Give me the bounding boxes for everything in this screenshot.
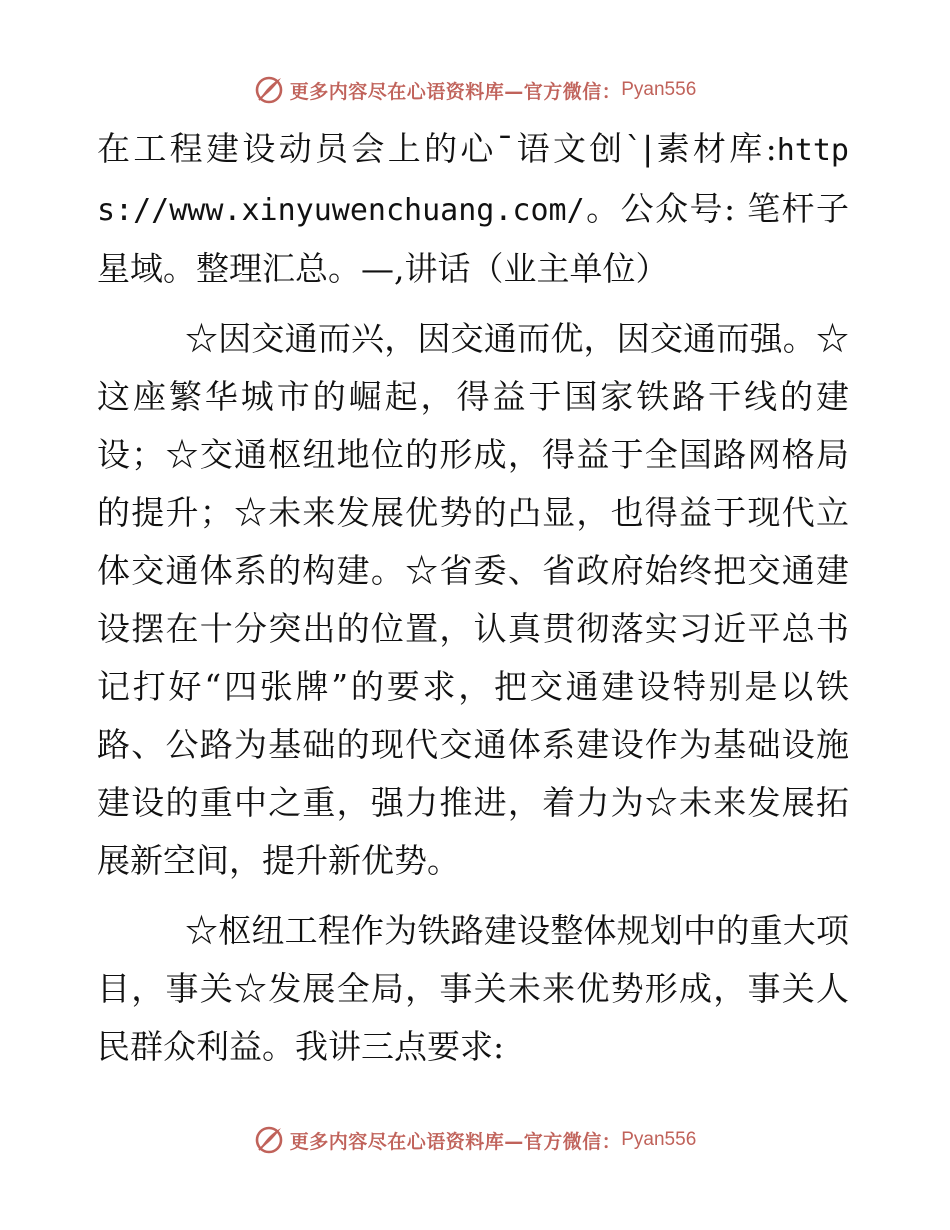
footer-watermark-text: 更多内容尽在心语资料库—官方微信： (289, 1130, 622, 1153)
footer-watermark-banner (0, 1120, 950, 1160)
paragraph-1: ☆因交通而兴，因交通而优，因交通而强。☆这座繁华城市的崛起，得益于国家铁路干线的建设；☆交通枢纽地位的形成，得益于全国路网格局的提升；☆未来发展优势的凸显，也得益于现代立体交通体系的构建。☆省委、省政府始终把交通建设摆在十分突出的位置，认真贯彻落实习近平总书记打好“四张牌”的要求，把交通建设特别是以铁路、公路为基础的现代交通体系建设作为基础设施建设的重中之重，强力推进，着力为☆未来发展拓展新空间，提升新优势。 (97, 319, 849, 880)
header-watermark-contact: Pyan556 (621, 79, 697, 100)
document-title (97, 120, 849, 298)
footer-watermark-contact: Pyan556 (621, 1129, 697, 1150)
paragraph-2: ☆枢纽工程作为铁路建设整体规划中的重大项目，事关☆发展全局，事关未来优势形成，事关人民群众利益。我讲三点要求: (97, 911, 849, 1066)
header-watermark-text: 更多内容尽在心语资料库—官方微信： (289, 80, 622, 103)
document-body (97, 120, 849, 1076)
title-text-b: 。公众号: 笔杆子星域。整理汇总。—,讲话（业主单位） (97, 189, 849, 288)
feather-pen-logo-icon (254, 1125, 284, 1155)
title-text-a: 在工程建设动员会上的心¯语文创`|素材库: (97, 129, 777, 168)
header-watermark-banner (0, 70, 950, 110)
source-url: https://www.xinyuwenchuang.com/ (97, 133, 849, 228)
feather-pen-logo-icon (254, 75, 284, 105)
